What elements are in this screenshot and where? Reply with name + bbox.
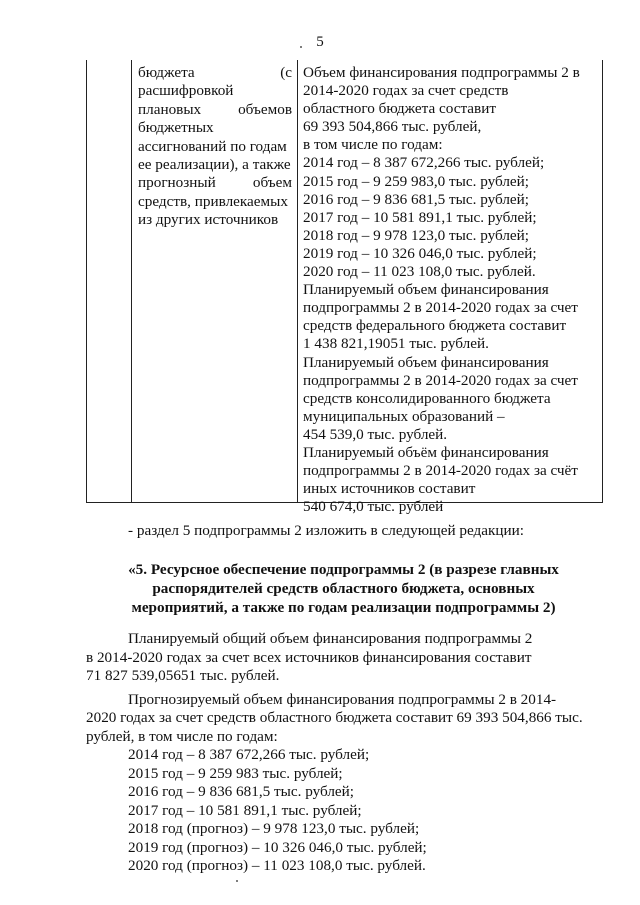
table-column-divider [297,60,298,502]
table-right-line: средств федерального бюджета составит [303,317,567,335]
table-right-line: 2014-2020 годах за счет средств [303,82,509,100]
year-funding-line: 2014 год – 8 387 672,266 тыс. рублей; [128,746,370,763]
table-left-line: из других источников [138,211,279,229]
table-cell-funding-details [303,64,598,516]
body-line: рублей, в том числе по годам: [86,727,278,745]
table-right-line: подпрограммы 2 в 2014-2020 годах за счёт [303,462,578,480]
body-line: в 2014-2020 годах за счет всех источников финансирования составит [86,648,532,666]
paragraph-regional-funding [86,691,612,747]
table-left-line: средств, привлекаемых [138,192,288,210]
table-left-line: плановых объемов [138,100,292,118]
funding-paragraph-other [303,444,598,516]
table-right-line: средств консолидированного бюджета [303,389,551,407]
year-funding-line: 2015 год – 9 259 983 тыс. рублей; [128,764,343,782]
table-right-line: Планируемый объём финансирования [303,443,549,461]
table-right-line: муниципальных образований – [303,407,505,425]
table-right-line: 2018 год – 9 978 123,0 тыс. рублей; [303,226,530,244]
section-title-line: мероприятий, а также по годам реализации подпрограммы 2) [131,599,556,616]
year-funding-line: 2020 год (прогноз) – 11 023 108,0 тыс. рублей. [128,857,426,874]
funding-table [86,60,603,516]
table-left-line: бюджетных [138,119,214,137]
table-right-line: в том числе по годам: [303,136,443,154]
year-funding-line: 2018 год (прогноз) – 9 978 123,0 тыс. рублей; [128,820,420,837]
section-body [86,630,612,876]
table-right-line: 2015 год – 9 259 983,0 тыс. рублей; [303,172,530,190]
edit-instruction: - раздел 5 подпрограммы 2 изложить в следующей редакции: [128,522,524,539]
table-cell-parameter-name [138,64,292,230]
table-right-line: Планируемый объем финансирования [303,281,549,299]
table-left-line: бюджета (с [138,64,292,81]
scan-speck [300,46,302,48]
table-right-line: 1 438 821,19051 тыс. рублей. [303,335,489,353]
table-left-line: расшифровкой [138,82,234,100]
body-line: 71 827 539,05651 тыс. рублей. [86,667,280,684]
year-funding-list [86,746,612,876]
funding-paragraph-federal [303,281,598,353]
table-right-line: подпрограммы 2 в 2014-2020 годах за счет [303,371,578,389]
body-line: 2020 годах за счет средств областного бюджета составит 69 393 504,866 тыс. [86,709,583,726]
body-line: Прогнозируемый объем финансирования подпрограммы 2 в 2014- [128,690,557,708]
table-left-line: прогнозный объем [138,174,292,192]
table-right-line: 2016 год – 9 836 681,5 тыс. рублей; [303,190,530,208]
funding-paragraph-municipal [303,354,598,444]
table-right-line: 69 393 504,866 тыс. рублей, [303,118,482,136]
section-title-line: распорядителей средств областного бюджета, основных [152,580,535,597]
paragraph-total-funding [86,630,612,686]
table-right-line: иных источников составит [303,480,476,498]
scan-speck [236,880,238,882]
table-right-line: областного бюджета составит [303,100,496,118]
table-right-line: Планируемый объем финансирования [303,353,549,371]
page-number: 5 [316,34,324,50]
table-left-line: ее реализации), а также [138,156,291,174]
table-right-line: 2020 год – 11 023 108,0 тыс. рублей. [303,263,536,281]
year-funding-line: 2016 год – 9 836 681,5 тыс. рублей; [128,783,355,800]
section-title-line: «5. Ресурсное обеспечение подпрограммы 2 (в разрезе главных [128,561,559,578]
funding-paragraph-regional [303,64,598,281]
table-column-divider [131,60,132,502]
table-left-line: ассигнований по годам [138,137,287,155]
table-right-line: 540 674,0 тыс. рублей [303,498,444,516]
table-right-line: 2019 год – 10 326 046,0 тыс. рублей; [303,244,537,262]
year-funding-line: 2019 год (прогноз) – 10 326 046,0 тыс. рублей; [128,838,427,856]
body-line: Планируемый общий объем финансирования подпрограммы 2 [128,630,533,647]
table-right-line: 454 539,0 тыс. рублей. [303,425,448,443]
table-right-line: 2014 год – 8 387 672,266 тыс. рублей; [303,154,545,172]
table-right-line: подпрограммы 2 в 2014-2020 годах за счет [303,299,578,317]
table-right-line: 2017 год – 10 581 891,1 тыс. рублей; [303,208,537,226]
table-right-line: Объем финансирования подпрограммы 2 в [303,64,580,81]
section-title [86,560,601,617]
year-funding-line: 2017 год – 10 581 891,1 тыс. рублей; [128,801,362,819]
